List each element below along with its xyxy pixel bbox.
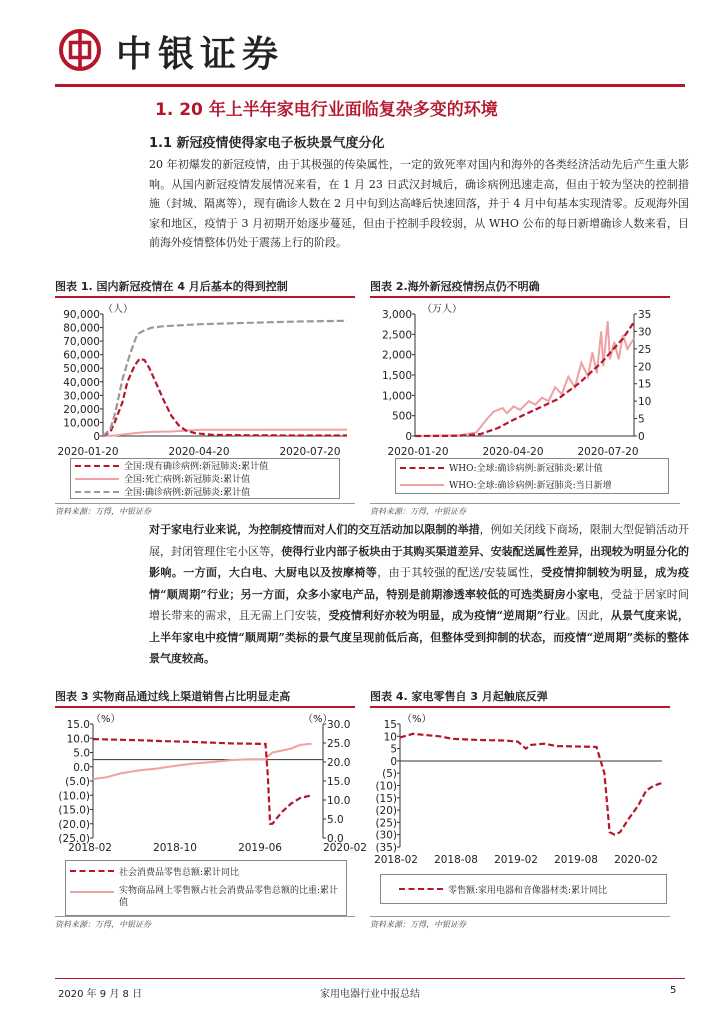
y2-tick-label: 25.0 bbox=[327, 738, 351, 750]
subsection-title: 1.1 新冠疫情使得家电子板块景气度分化 bbox=[149, 136, 385, 151]
x-tick-label: 2020-07-20 bbox=[577, 446, 639, 458]
legend-item bbox=[66, 881, 346, 915]
fig4-legend bbox=[380, 874, 667, 904]
y-tick-label: (5.0) bbox=[65, 776, 90, 788]
y2-tick-label: 15.0 bbox=[327, 776, 351, 788]
para-bold-segment: 受疫情利好亦较为明显，成为疫情“逆周期”行业 bbox=[328, 609, 566, 622]
series-line-2 bbox=[93, 744, 312, 779]
series-line-3 bbox=[103, 321, 347, 436]
y-tick-label: (10.0) bbox=[58, 790, 90, 803]
y-tick-label: (25.0) bbox=[58, 833, 90, 845]
legend-item bbox=[71, 459, 339, 472]
fig4-chart bbox=[370, 710, 670, 870]
y-tick-label: (20.0) bbox=[58, 818, 90, 831]
legend-swatch bbox=[75, 465, 119, 467]
x-tick-label: 2020-07-20 bbox=[279, 446, 341, 458]
y2-tick-label: 10.0 bbox=[327, 795, 351, 807]
y-tick-label: 0 bbox=[93, 431, 100, 443]
y-tick-label: 0 bbox=[405, 431, 412, 443]
y2-tick-label: 30 bbox=[638, 326, 652, 339]
legend-item bbox=[71, 472, 339, 485]
legend-item bbox=[396, 459, 668, 476]
x-tick-label: 2020-02 bbox=[323, 842, 367, 854]
y-tick-label: (15) bbox=[375, 792, 397, 805]
fig3-legend bbox=[65, 860, 347, 916]
para-segment: ，由于其较强的配送/安装属性， bbox=[377, 566, 542, 579]
x-tick-label: 2018-02 bbox=[68, 842, 112, 854]
x-tick-label: 2018-02 bbox=[374, 854, 418, 866]
x-tick-label: 2019-06 bbox=[238, 842, 282, 854]
x-tick-label: 2019-02 bbox=[494, 854, 538, 866]
fig4-source-rule bbox=[370, 916, 670, 917]
y-tick-label: 0.0 bbox=[73, 761, 90, 774]
fig1-title-rule bbox=[55, 296, 355, 298]
fig2-title-rule bbox=[370, 296, 670, 298]
para-bold-segment: 受疫情抑制较为明显，成为疫情“顺周期”行业；另一方面，众多小家电产品，特别是前期渗透率较低的可选类厨房小家电 bbox=[149, 566, 689, 601]
y-tick-label: (25) bbox=[375, 817, 397, 830]
legend-swatch bbox=[400, 467, 444, 469]
legend-swatch bbox=[75, 478, 119, 480]
legend-label: 零售额:家用电器和音像器材类:累计同比 bbox=[448, 885, 608, 896]
fig1-title: 图表 1. 国内新冠疫情在 4 月后基本的得到控制 bbox=[55, 280, 288, 293]
y-tick-label: 60,000 bbox=[63, 349, 100, 362]
y-tick-label: (30) bbox=[375, 829, 397, 842]
y2-tick-label: 30.0 bbox=[327, 719, 351, 731]
y-tick-label: 15.0 bbox=[66, 719, 90, 731]
y2-tick-label: 5.0 bbox=[327, 814, 344, 826]
para-segment: ，例如关闭线下商场，限制大型促销活动开展，封闭管理住宅小区等， bbox=[149, 523, 689, 558]
legend-item bbox=[396, 476, 668, 493]
fig2-source-rule bbox=[370, 503, 680, 504]
legend-swatch bbox=[70, 891, 114, 893]
y2-unit-label: （%） bbox=[303, 714, 333, 725]
y-tick-label: 500 bbox=[391, 410, 412, 423]
legend-label: 社会消费品零售总额:累计同比 bbox=[119, 867, 240, 878]
y-tick-label: 90,000 bbox=[63, 309, 100, 321]
x-tick-label: 2020-04-20 bbox=[482, 446, 544, 458]
y-tick-label: 15 bbox=[383, 719, 397, 731]
y2-tick-label: 20.0 bbox=[327, 757, 351, 769]
x-tick-label: 2020-01-20 bbox=[387, 446, 449, 458]
footer-date: 2020 年 9 月 8 日 bbox=[58, 989, 143, 1000]
legend-swatch bbox=[399, 888, 443, 890]
section-title: 1. 20 年上半年家电行业面临复杂多变的环境 bbox=[155, 100, 498, 120]
y-tick-label: 5 bbox=[390, 743, 397, 756]
y2-tick-label: 5 bbox=[638, 413, 645, 426]
legend-label: WHO:全球:确诊病例:新冠肺炎:累计值 bbox=[449, 464, 603, 474]
intro-paragraph: 20 年初爆发的新冠疫情，由于其极强的传染属性，一定的致死率对国内和海外的各类经济活动先后产生重大影响。从国内新冠疫情发展情况来看，在 1 月 23 日武汉封城后，确诊病例迅速走高，但由于较为坚决的控制措施（封城、隔离等），现有确诊人数在 2 月中旬到达高峰后快速回落，并于 4 月中旬基本实现清零。反观海外国家和地区，疫情于 3 月初期开始逐步蔓延，但由于控制手段较弱，从 WHO 公布的每日新增确诊人数来看，目前海外疫情整体仍处于震荡上行的阶段。 bbox=[149, 158, 689, 249]
x-tick-label: 2020-04-20 bbox=[168, 446, 230, 458]
bank-of-china-logo-icon bbox=[58, 28, 102, 72]
y-tick-label: (5) bbox=[382, 768, 397, 781]
y-unit-label: （%） bbox=[402, 714, 432, 725]
x-tick-label: 2020-01-20 bbox=[57, 446, 119, 458]
y-tick-label: 3,000 bbox=[381, 309, 412, 321]
legend-label: 全国:死亡病例:新冠肺炎:累计值 bbox=[124, 475, 251, 485]
fig3-title-rule bbox=[55, 706, 355, 708]
y-tick-label: 40,000 bbox=[63, 376, 100, 389]
y-tick-label: 1,000 bbox=[381, 390, 412, 403]
y2-tick-label: 20 bbox=[638, 361, 652, 374]
fig4-title: 图表 4. 家电零售自 3 月起触底反弹 bbox=[370, 690, 548, 703]
legend-item bbox=[66, 861, 346, 881]
page-number: 5 bbox=[670, 985, 677, 996]
legend-label: 全国:确诊病例:新冠肺炎:累计值 bbox=[124, 488, 251, 498]
legend-swatch bbox=[400, 484, 444, 486]
fig2-legend bbox=[395, 458, 669, 494]
fig4-title-rule bbox=[370, 706, 670, 708]
fig3-source-rule bbox=[55, 916, 355, 917]
para-bold-segment: 从景气度来说，上半年家电中疫情“顺周期”类标的景气度呈现前低后高，但整体受到抑制的状态，而疫情“逆周期”类标的整体景气度较高。 bbox=[149, 609, 690, 665]
y-tick-label: (15.0) bbox=[58, 804, 90, 817]
header-rule bbox=[55, 84, 685, 87]
para-segment: 。因此， bbox=[565, 609, 611, 622]
footer-rule bbox=[55, 978, 685, 979]
para-bold-segment: 使得行业内部子板块由于其购买渠道差异、安装配送属性差异，出现较为明显分化的影响。一方面，大白电、大厨电以及按摩椅等 bbox=[149, 544, 689, 579]
y-tick-label: 1,500 bbox=[381, 370, 412, 382]
y-unit-label: （万人） bbox=[422, 304, 462, 315]
y2-tick-label: 25 bbox=[638, 343, 652, 356]
y-tick-label: 80,000 bbox=[63, 322, 100, 335]
fig3-source: 资料来源：万得，中银证券 bbox=[55, 920, 151, 929]
y-tick-label: 0 bbox=[390, 755, 397, 768]
y-tick-label: (20) bbox=[375, 805, 397, 818]
fig1-chart bbox=[55, 300, 355, 460]
y2-tick-label: 10 bbox=[638, 396, 652, 409]
legend-label: WHO:全球:确诊病例:新冠肺炎:当日新增 bbox=[449, 481, 612, 491]
x-tick-label: 2018-10 bbox=[153, 842, 197, 854]
fig2-title: 图表 2.海外新冠疫情拐点仍不明确 bbox=[370, 280, 540, 293]
y-tick-label: 70,000 bbox=[63, 336, 100, 349]
para-segment: ，受益于居家时间增长带来的需求，且无需上门安装， bbox=[149, 587, 690, 622]
y2-tick-label: 15 bbox=[638, 378, 652, 391]
y-tick-label: 10.0 bbox=[66, 733, 90, 746]
fig3-chart bbox=[55, 710, 367, 860]
legend-item bbox=[71, 485, 339, 498]
fig4-source: 资料来源：万得，中银证券 bbox=[370, 920, 466, 929]
legend-item bbox=[381, 875, 666, 903]
series-line-2 bbox=[415, 321, 634, 436]
y-tick-label: 10 bbox=[383, 731, 397, 744]
y2-tick-label: 0 bbox=[638, 431, 645, 443]
fig1-source-rule bbox=[55, 503, 355, 504]
legend-swatch bbox=[75, 491, 119, 493]
y-tick-label: 2,500 bbox=[381, 329, 412, 342]
fig2-source: 资料来源：万得，中银证券 bbox=[370, 507, 466, 516]
y-tick-label: 20,000 bbox=[63, 403, 100, 416]
y2-tick-label: 35 bbox=[638, 309, 652, 321]
fig1-legend bbox=[70, 458, 340, 499]
y-tick-label: (10) bbox=[375, 780, 397, 793]
y-unit-label: （人） bbox=[103, 304, 133, 315]
fig1-source: 资料来源：万得，中银证券 bbox=[55, 507, 151, 516]
y-tick-label: (35) bbox=[375, 842, 397, 854]
brand-name: 中银证券 bbox=[116, 33, 285, 75]
y-tick-label: 30,000 bbox=[63, 390, 100, 403]
legend-label: 实物商品网上零售额占社会消费品零售总额的比重:累计值 bbox=[119, 886, 339, 908]
footer-title: 家用电器行业中报总结 bbox=[320, 989, 420, 1000]
x-tick-label: 2018-08 bbox=[434, 854, 478, 866]
legend-label: 全国:现有确诊病例:新冠肺炎:累计值 bbox=[124, 462, 269, 472]
y-tick-label: 2,000 bbox=[381, 349, 412, 362]
analysis-paragraph bbox=[149, 519, 689, 670]
y2-tick-label: 0.0 bbox=[327, 833, 344, 845]
x-tick-label: 2019-08 bbox=[554, 854, 598, 866]
y-tick-label: 50,000 bbox=[63, 363, 100, 376]
fig2-chart bbox=[370, 300, 680, 460]
y-tick-label: 10,000 bbox=[63, 417, 100, 430]
series-line-1 bbox=[400, 734, 662, 835]
series-line-1 bbox=[103, 359, 347, 436]
y-tick-label: 5.0 bbox=[73, 747, 90, 760]
legend-swatch bbox=[70, 870, 114, 872]
para-bold-segment: 对于家电行业来说，为控制疫情而对人们的交互活动加以限制的举措 bbox=[149, 523, 480, 536]
x-tick-label: 2020-02 bbox=[614, 854, 658, 866]
y-unit-label: （%） bbox=[91, 714, 121, 725]
fig3-title: 图表 3 实物商品通过线上渠道销售占比明显走高 bbox=[55, 690, 291, 703]
